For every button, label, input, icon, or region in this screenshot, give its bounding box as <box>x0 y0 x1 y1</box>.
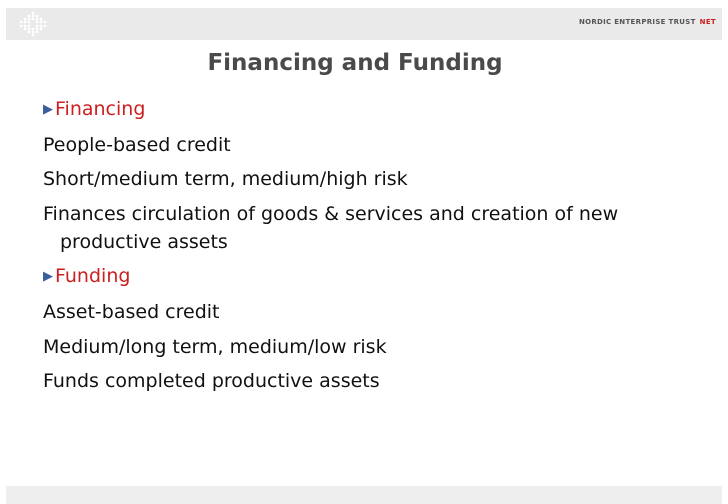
dotted-diamond-logo-icon <box>18 11 48 37</box>
slide-content <box>43 95 703 402</box>
list-item-continuation: productive assets <box>60 230 228 253</box>
footer-band <box>6 486 722 504</box>
list-item <box>43 200 703 256</box>
brand-wordmark <box>579 18 716 26</box>
list-item: Asset-based credit <box>43 300 220 323</box>
list-item: Funds completed productive assets <box>43 370 380 393</box>
list-item: Medium/long term, medium/low risk <box>43 335 387 358</box>
list-item: People-based credit <box>43 133 231 156</box>
list-item-line: Finances circulation of goods & services and creation of new <box>43 202 619 225</box>
list-item: Short/medium term, medium/high risk <box>43 168 408 191</box>
brand-accent: NET <box>699 18 716 26</box>
section-heading-label: Financing <box>55 98 146 120</box>
triangle-right-icon: ▶ <box>43 269 53 285</box>
section-heading-financing <box>43 95 703 124</box>
header-band <box>6 8 722 40</box>
section-heading-funding <box>43 262 703 291</box>
section-heading-label: Funding <box>55 265 131 288</box>
slide-title: Financing and Funding <box>207 50 503 76</box>
triangle-right-icon: ▶ <box>43 102 53 117</box>
brand-name: NORDIC ENTERPRISE TRUST <box>578 18 696 26</box>
